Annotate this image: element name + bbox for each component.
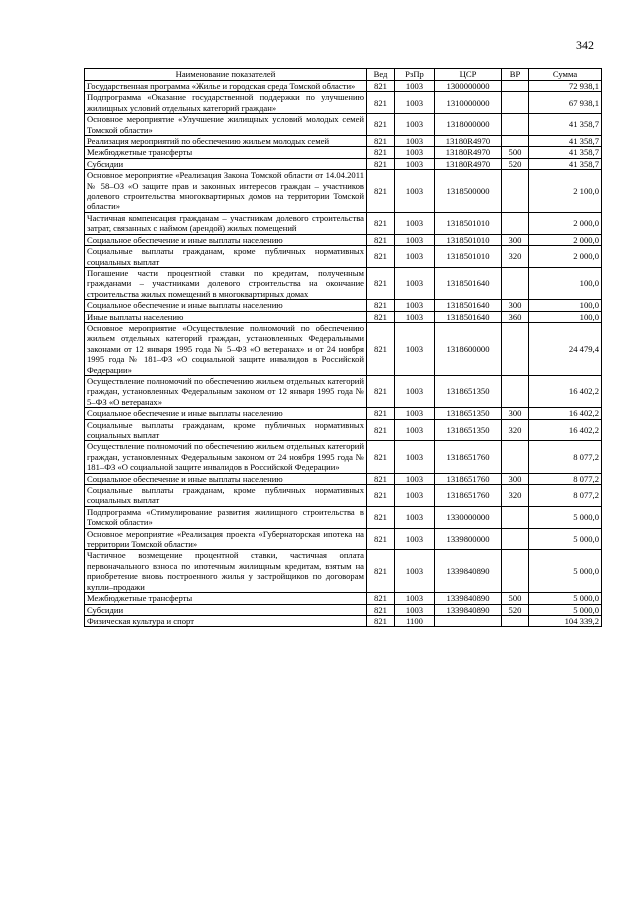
row-vr: 320 — [502, 246, 529, 268]
row-sum: 8 077,2 — [529, 441, 602, 473]
row-csr: 1318500000 — [435, 170, 502, 213]
row-ved: 821 — [367, 311, 395, 322]
row-sum: 5 000,0 — [529, 593, 602, 604]
row-vr — [502, 375, 529, 407]
row-sum: 41 358,7 — [529, 147, 602, 158]
row-sum: 5 000,0 — [529, 528, 602, 550]
row-vr — [502, 212, 529, 234]
header-sum: Сумма — [529, 69, 602, 81]
row-name: Социальное обеспечение и иные выплаты населению — [85, 473, 367, 484]
row-vr: 300 — [502, 408, 529, 419]
table-row — [85, 593, 602, 604]
table-row — [85, 114, 602, 136]
row-rzpr: 1003 — [395, 473, 435, 484]
row-rzpr: 1003 — [395, 300, 435, 311]
row-vr — [502, 615, 529, 626]
header-rzpr: РзПр — [395, 69, 435, 81]
table-row — [85, 550, 602, 593]
header-ved: Вед — [367, 69, 395, 81]
table-row — [85, 408, 602, 419]
table-row — [85, 528, 602, 550]
row-name: Осуществление полномочий по обеспечению жильем отдельных категорий граждан, установленных Федеральным законом от 12 января 1995 года № 5–ФЗ «О ветеранах» — [85, 375, 367, 407]
row-ved: 821 — [367, 615, 395, 626]
table-row — [85, 419, 602, 441]
row-ved: 821 — [367, 81, 395, 92]
row-ved: 821 — [367, 528, 395, 550]
row-rzpr: 1003 — [395, 114, 435, 136]
row-csr: 1318651760 — [435, 485, 502, 507]
row-sum: 100,0 — [529, 267, 602, 299]
row-csr: 1310000000 — [435, 92, 502, 114]
row-ved: 821 — [367, 408, 395, 419]
row-csr: 1318651350 — [435, 408, 502, 419]
row-name: Социальное обеспечение и иные выплаты населению — [85, 408, 367, 419]
row-csr: 1318600000 — [435, 322, 502, 375]
row-name: Межбюджетные трансферты — [85, 593, 367, 604]
row-name: Частичная компенсация гражданам – участникам долевого строительства затрат, связанных с наймом (арендой) жилых помещений — [85, 212, 367, 234]
budget-table — [84, 68, 602, 627]
row-sum: 67 938,1 — [529, 92, 602, 114]
row-vr — [502, 528, 529, 550]
row-csr: 1339840890 — [435, 550, 502, 593]
row-rzpr: 1003 — [395, 267, 435, 299]
row-name: Основное мероприятие «Улучшение жилищных условий молодых семей Томской области» — [85, 114, 367, 136]
table-body — [85, 81, 602, 627]
row-name: Социальные выплаты гражданам, кроме публичных нормативных социальных выплат — [85, 485, 367, 507]
row-vr — [502, 506, 529, 528]
row-sum: 104 339,2 — [529, 615, 602, 626]
row-name: Осуществление полномочий по обеспечению жильем отдельных категорий граждан, установленных Федеральным законом от 24 ноября 1995 года № 181–ФЗ «О социальной защите инвалидов в Российской Федерации» — [85, 441, 367, 473]
table-row — [85, 506, 602, 528]
table-row — [85, 136, 602, 147]
row-name: Межбюджетные трансферты — [85, 147, 367, 158]
row-vr — [502, 170, 529, 213]
table-row — [85, 147, 602, 158]
row-name: Основное мероприятие «Осуществление полномочий по обеспечению жильем отдельных категорий граждан, установленных Федеральными законами от 12 января 1995 года № 5–ФЗ «О ветеранах» и от 24 ноября 1995 года № 181–ФЗ «О социальной защите инвалидов в Российской Федерации» — [85, 322, 367, 375]
row-sum: 41 358,7 — [529, 114, 602, 136]
row-name: Погашение части процентной ставки по кредитам, полученным гражданами – участниками долевого строительства на окончание строительства жилых помещений в многоквартирных домах — [85, 267, 367, 299]
row-csr: 1318651350 — [435, 419, 502, 441]
row-ved: 821 — [367, 212, 395, 234]
table-row — [85, 473, 602, 484]
row-rzpr: 1003 — [395, 212, 435, 234]
row-name: Частичное возмещение процентной ставки, частичная оплата первоначального взноса по ипотечным жилищным кредитам, взятым на приобретение вновь построенного жилья у застройщиков по договорам купли–продажи — [85, 550, 367, 593]
row-sum: 72 938,1 — [529, 81, 602, 92]
table-header-row — [85, 69, 602, 81]
row-ved: 821 — [367, 322, 395, 375]
row-rzpr: 1003 — [395, 147, 435, 158]
table-row — [85, 212, 602, 234]
row-ved: 821 — [367, 550, 395, 593]
row-rzpr: 1003 — [395, 419, 435, 441]
row-rzpr: 1003 — [395, 550, 435, 593]
table-row — [85, 300, 602, 311]
row-vr — [502, 441, 529, 473]
row-name: Подпрограмма «Оказание государственной поддержки по улучшению жилищных условий отдельных категорий граждан» — [85, 92, 367, 114]
row-ved: 821 — [367, 485, 395, 507]
row-rzpr: 1100 — [395, 615, 435, 626]
header-vr: ВР — [502, 69, 529, 81]
row-rzpr: 1003 — [395, 81, 435, 92]
row-rzpr: 1003 — [395, 375, 435, 407]
row-rzpr: 1003 — [395, 234, 435, 245]
table-row — [85, 375, 602, 407]
row-name: Социальное обеспечение и иные выплаты населению — [85, 300, 367, 311]
row-vr: 360 — [502, 311, 529, 322]
row-name: Основное мероприятие «Реализация Закона Томской области от 14.04.2011 № 58–ОЗ «О защите прав и законных интересов граждан – участников долевого строительства многоквартирных домов на территории Томской области» — [85, 170, 367, 213]
row-rzpr: 1003 — [395, 506, 435, 528]
row-ved: 821 — [367, 234, 395, 245]
row-sum: 8 077,2 — [529, 473, 602, 484]
row-vr: 300 — [502, 234, 529, 245]
header-csr: ЦСР — [435, 69, 502, 81]
row-vr: 500 — [502, 147, 529, 158]
row-ved: 821 — [367, 267, 395, 299]
table-row — [85, 158, 602, 169]
row-ved: 821 — [367, 473, 395, 484]
row-name: Субсидии — [85, 158, 367, 169]
row-sum: 2 000,0 — [529, 234, 602, 245]
row-csr: 1330000000 — [435, 506, 502, 528]
header-name: Наименование показателей — [85, 69, 367, 81]
row-sum: 16 402,2 — [529, 375, 602, 407]
row-vr — [502, 550, 529, 593]
row-ved: 821 — [367, 419, 395, 441]
row-ved: 821 — [367, 92, 395, 114]
row-csr: 1318651350 — [435, 375, 502, 407]
row-vr — [502, 92, 529, 114]
row-csr: 13180R4970 — [435, 147, 502, 158]
row-ved: 821 — [367, 246, 395, 268]
row-sum: 2 000,0 — [529, 246, 602, 268]
row-sum: 5 000,0 — [529, 604, 602, 615]
row-rzpr: 1003 — [395, 136, 435, 147]
row-csr: 13180R4970 — [435, 136, 502, 147]
row-name: Реализация мероприятий по обеспечению жильем молодых семей — [85, 136, 367, 147]
row-ved: 821 — [367, 593, 395, 604]
row-vr: 300 — [502, 300, 529, 311]
table-row — [85, 92, 602, 114]
row-name: Государственная программа «Жилье и городская среда Томской области» — [85, 81, 367, 92]
row-ved: 821 — [367, 441, 395, 473]
row-name: Социальные выплаты гражданам, кроме публичных нормативных социальных выплат — [85, 419, 367, 441]
row-csr: 1318501010 — [435, 246, 502, 268]
row-rzpr: 1003 — [395, 246, 435, 268]
row-ved: 821 — [367, 136, 395, 147]
row-rzpr: 1003 — [395, 604, 435, 615]
row-sum: 5 000,0 — [529, 550, 602, 593]
row-rzpr: 1003 — [395, 441, 435, 473]
row-ved: 821 — [367, 170, 395, 213]
row-csr: 1318501640 — [435, 311, 502, 322]
row-vr: 520 — [502, 604, 529, 615]
row-ved: 821 — [367, 375, 395, 407]
table-row — [85, 311, 602, 322]
row-vr: 500 — [502, 593, 529, 604]
table-row — [85, 81, 602, 92]
row-csr: 13180R4970 — [435, 158, 502, 169]
row-sum: 16 402,2 — [529, 408, 602, 419]
row-rzpr: 1003 — [395, 92, 435, 114]
row-ved: 821 — [367, 158, 395, 169]
row-csr: 1318501010 — [435, 212, 502, 234]
row-vr — [502, 267, 529, 299]
row-sum: 24 479,4 — [529, 322, 602, 375]
row-sum: 100,0 — [529, 300, 602, 311]
row-ved: 821 — [367, 604, 395, 615]
row-vr: 320 — [502, 485, 529, 507]
row-sum: 5 000,0 — [529, 506, 602, 528]
row-ved: 821 — [367, 300, 395, 311]
table-row — [85, 441, 602, 473]
row-name: Социальные выплаты гражданам, кроме публичных нормативных социальных выплат — [85, 246, 367, 268]
table-row — [85, 170, 602, 213]
row-ved: 821 — [367, 114, 395, 136]
row-rzpr: 1003 — [395, 311, 435, 322]
row-name: Подпрограмма «Стимулирование развития жилищного строительства в Томской области» — [85, 506, 367, 528]
row-sum: 2 100,0 — [529, 170, 602, 213]
table-row — [85, 604, 602, 615]
row-csr: 1318501640 — [435, 267, 502, 299]
row-vr: 300 — [502, 473, 529, 484]
row-vr: 320 — [502, 419, 529, 441]
row-rzpr: 1003 — [395, 170, 435, 213]
table-row — [85, 267, 602, 299]
table-row — [85, 615, 602, 626]
row-ved: 821 — [367, 147, 395, 158]
row-sum: 100,0 — [529, 311, 602, 322]
row-rzpr: 1003 — [395, 528, 435, 550]
row-name: Субсидии — [85, 604, 367, 615]
row-sum: 41 358,7 — [529, 158, 602, 169]
row-rzpr: 1003 — [395, 158, 435, 169]
row-csr: 1339800000 — [435, 528, 502, 550]
table-row — [85, 246, 602, 268]
row-vr — [502, 114, 529, 136]
table-row — [85, 322, 602, 375]
row-csr: 1300000000 — [435, 81, 502, 92]
page-number: 342 — [576, 38, 594, 52]
table-row — [85, 485, 602, 507]
row-sum: 8 077,2 — [529, 485, 602, 507]
row-sum: 16 402,2 — [529, 419, 602, 441]
row-rzpr: 1003 — [395, 485, 435, 507]
row-name: Физическая культура и спорт — [85, 615, 367, 626]
row-rzpr: 1003 — [395, 593, 435, 604]
row-csr: 1318501640 — [435, 300, 502, 311]
row-rzpr: 1003 — [395, 408, 435, 419]
table-row — [85, 234, 602, 245]
row-ved: 821 — [367, 506, 395, 528]
row-vr — [502, 322, 529, 375]
row-csr — [435, 615, 502, 626]
row-csr: 1318000000 — [435, 114, 502, 136]
row-csr: 1339840890 — [435, 593, 502, 604]
row-csr: 1318651760 — [435, 441, 502, 473]
row-sum: 41 358,7 — [529, 136, 602, 147]
row-csr: 1339840890 — [435, 604, 502, 615]
row-name: Иные выплаты населению — [85, 311, 367, 322]
row-vr: 520 — [502, 158, 529, 169]
row-vr — [502, 81, 529, 92]
row-sum: 2 000,0 — [529, 212, 602, 234]
row-vr — [502, 136, 529, 147]
row-csr: 1318501010 — [435, 234, 502, 245]
row-name: Основное мероприятие «Реализация проекта «Губернаторская ипотека на территории Томской области» — [85, 528, 367, 550]
row-rzpr: 1003 — [395, 322, 435, 375]
row-csr: 1318651760 — [435, 473, 502, 484]
row-name: Социальное обеспечение и иные выплаты населению — [85, 234, 367, 245]
